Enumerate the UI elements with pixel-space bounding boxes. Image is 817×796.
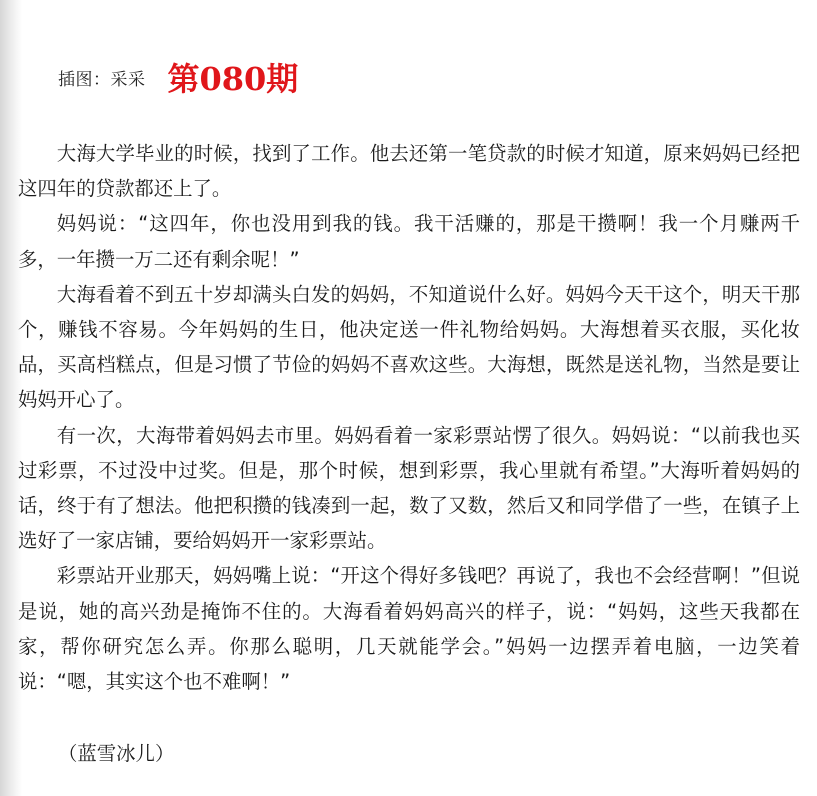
author-signature: （蓝雪冰儿） — [58, 742, 175, 765]
article-paragraph: 大海看着不到五十岁却满头白发的妈妈，不知道说什么好。妈妈今天干这个，明天干那个，赚钱不容易。今年妈妈的生日，他决定送一件礼物给妈妈。大海想着买衣服，买化妆品，买高档糕点，但是习惯了节俭的妈妈不喜欢这些。大海想，既然是送礼物，当然是要让妈妈开心了。 — [18, 282, 800, 412]
article-body — [18, 136, 800, 699]
issue-number: 第080期 — [167, 60, 299, 98]
illustration-credit: 插图：采采 — [58, 69, 146, 90]
article-paragraph: 彩票站开业那天，妈妈嘴上说：“开这个得好多钱吧？再说了，我也不会经营啊！”但说是说，她的高兴劲是掩饰不住的。大海看着妈妈高兴的样子，说：“妈妈，这些天我都在家，帮你研究怎么弄。你那么聪明，几天就能学会。”妈妈一边摆弄着电脑，一边笑着说：“嗯，其实这个也不难啊！” — [18, 564, 800, 694]
article-paragraph: 有一次，大海带着妈妈去市里。妈妈看着一家彩票站愣了很久。妈妈说：“以前我也买过彩票，不过没中过奖。但是，那个时候，想到彩票，我心里就有希望。”大海听着妈妈的话，终于有了想法。他把积攒的钱凑到一起，数了又数，然后又和同学借了一些，在镇子上选好了一家店铺，要给妈妈开一家彩票站。 — [18, 423, 800, 553]
article-paragraph: 妈妈说：“这四年，你也没用到我的钱。我干活赚的，那是干攒啊！我一个月赚两千多，一年攒一万二还有剩余呢！” — [18, 212, 800, 271]
page-header — [58, 52, 298, 102]
article-paragraph: 大海大学毕业的时候，找到了工作。他去还第一笔贷款的时候才知道，原来妈妈已经把这四年的贷款都还上了。 — [18, 142, 800, 201]
